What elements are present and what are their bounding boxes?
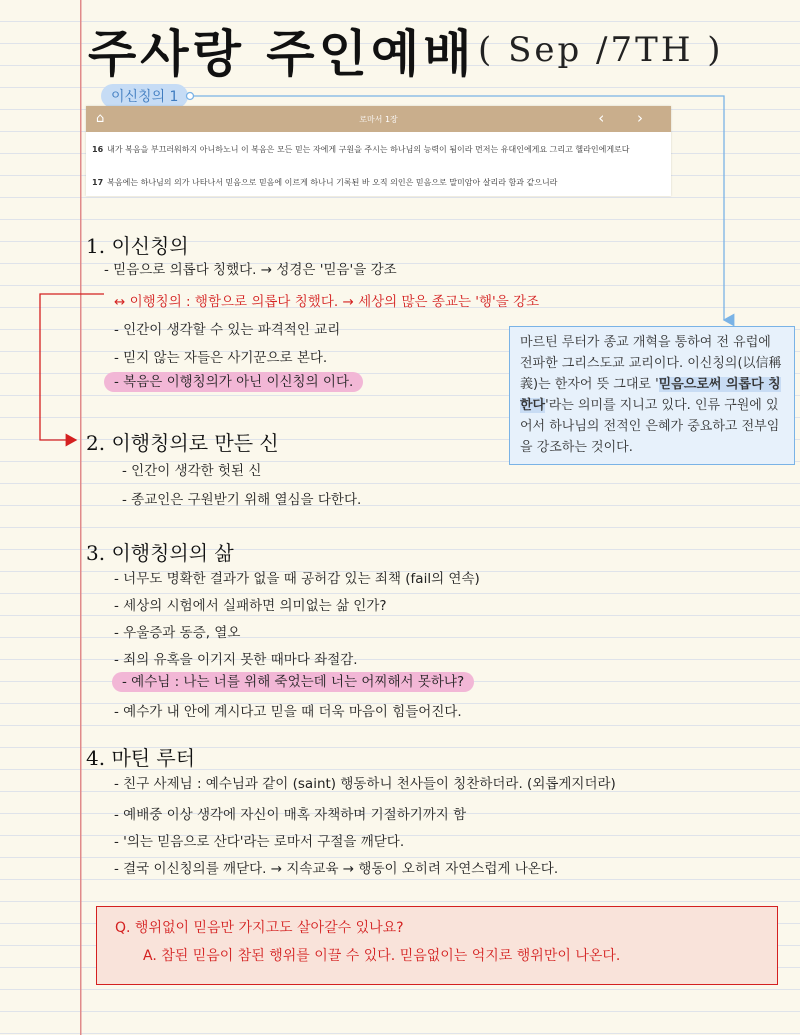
note-highlight: 믿음으로써 의롭다 칭한다: [520, 377, 781, 413]
tag-to-note-connector: [190, 96, 724, 320]
note-text-after: '라는 의미를 지니고 있다. 인류 구원에 있어서 하나님의 전적인 은혜가 중요하고 전부임을 강조하는 것이다.: [520, 398, 780, 455]
verse-text: 내가 복음을 부끄러워하지 아니하노니 이 복음은 모든 믿는 자에게 구원을 주시는 하나님의 능력이 됨이라 먼저는 유대인에게요 그리고 헬라인에게로다: [107, 145, 630, 154]
section-heading-3: 3. 이행칭의의 삶: [86, 541, 234, 565]
section-2-line-1: - 인간이 생각한 헛된 신: [122, 463, 262, 479]
topic-tag: 이신칭의 1: [101, 84, 188, 108]
qa-question: Q. 행위없이 믿음만 가지고도 살아갈수 있나요?: [115, 920, 404, 936]
section-4-line-3: - '의는 믿음으로 산다'라는 로마서 구절을 깨닫다.: [114, 834, 405, 850]
highlight-pill: - 복음은 이행칭의가 아닌 이신칭의 이다.: [104, 372, 363, 392]
section-4-line-1: - 친구 사제님 : 예수님과 같이 (saint) 행동하니 천사들이 칭찬하더라. (외롭게지더라): [114, 776, 616, 792]
section-4-line-2: - 예배중 이상 생각에 자신이 매혹 자책하며 기절하기까지 함: [114, 807, 467, 823]
section-heading-4: 4. 마틴 루터: [86, 746, 196, 770]
connector-dot: [187, 93, 194, 100]
date-label: ( Sep /7TH ): [478, 30, 724, 70]
section-3-line-1: - 너무도 명확한 결과가 없을 때 공허감 있는 죄책 (fail의 연속): [114, 571, 480, 587]
qa-answer: A. 참된 믿음이 참된 행위를 이끌 수 있다. 믿음없이는 억지로 행위만이 나온다.: [143, 948, 621, 964]
chapter-nav-arrows[interactable]: ‹ ›: [598, 109, 657, 127]
section-heading-1: 1. 이신칭의: [86, 234, 189, 258]
verse-text: 복음에는 하나님의 의가 나타나서 믿음으로 믿음에 이르게 하나니 기록된 바 오직 의인은 믿음으로 말미암아 살리라 함과 같으니라: [107, 178, 558, 187]
page-title: 주사랑 주인예배: [88, 24, 476, 83]
highlight-pill: - 예수님 : 나는 너를 위해 죽었는데 너는 어찌해서 못하냐?: [112, 672, 474, 692]
section-4-line-4: - 결국 이신칭의를 깨닫다. → 지속교육 → 행동이 오히려 자연스럽게 나온다.: [114, 861, 559, 877]
section-3-line-2: - 세상의 시험에서 실패하면 의미없는 삶 인가?: [114, 598, 387, 614]
bible-chapter: 로마서 1장: [359, 114, 398, 124]
section-1-line-2: ↔ 이행칭의 : 행함으로 의롭다 칭했다. → 세상의 많은 종교는 '행'을 강조: [114, 294, 540, 310]
section-1-line-1: - 믿음으로 의롭다 칭했다. → 성경은 '믿음'을 강조: [104, 262, 397, 278]
section-heading-2: 2. 이행칭의로 만든 신: [86, 431, 279, 455]
section-3-line-4: - 죄의 유혹을 이기지 못한 때마다 좌절감.: [114, 652, 358, 668]
section-3-line-6: - 예수가 내 안에 계시다고 믿을 때 더욱 마음이 힘들어진다.: [114, 704, 462, 720]
home-icon[interactable]: ⌂: [96, 111, 105, 126]
section-3-line-3: - 우울증과 동증, 열오: [114, 625, 241, 641]
note-text-before: 마르틴 루터가 종교 개혁을 통하여 전 유럽에 전파한 그리스도교 교리이다. 이신칭의(以信稱義)는 한자어 뜻 그대로 ': [520, 335, 782, 392]
section-2-line-2: - 종교인은 구원받기 위해 열심을 다한다.: [122, 492, 362, 508]
verse-number: 17: [92, 178, 104, 187]
verse-number: 16: [92, 145, 104, 154]
red-bracket-connector: [40, 294, 104, 440]
section-1-line-3: - 인간이 생각할 수 있는 파격적인 교리: [114, 322, 341, 338]
section-1-line-4: - 믿지 않는 자들은 사기꾼으로 본다.: [114, 350, 328, 366]
